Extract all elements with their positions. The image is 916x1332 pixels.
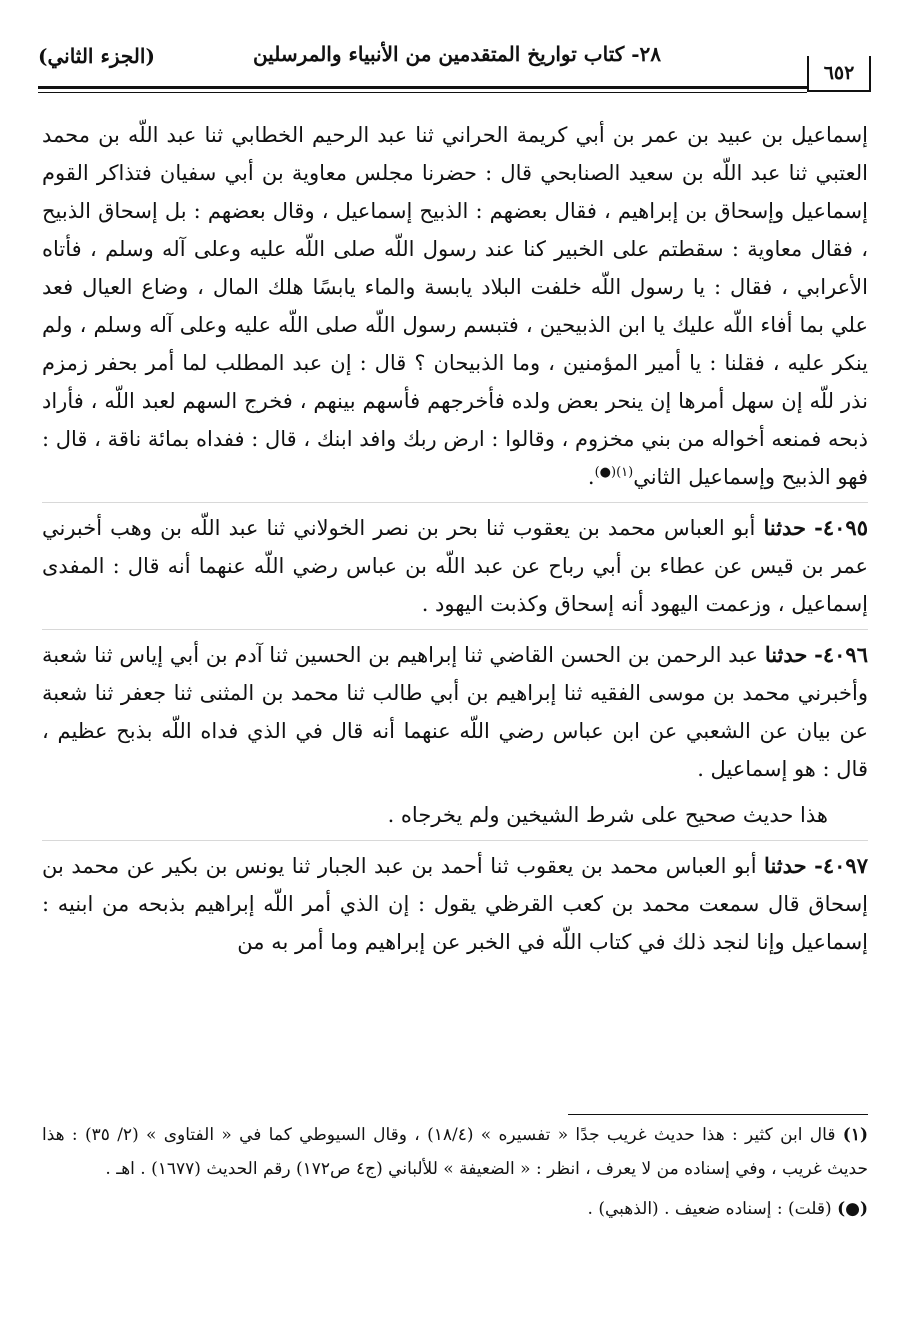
footnote-text: قال ابن كثير : هذا حديث غريب جدًا « تفسيره » (١٨/٤) ، وقال السيوطي كما في « الفتاوى » (٢/ ٣٥) : هذا حديث غريب ، وفي إسناده من لا يعرف ، انظر : « الضعيفة » للألباني (ج٤ ص١٧٢) رقم الحديث (١٦٧٧) . اهـ . <box>42 1125 868 1179</box>
hadith-text: عبد الرحمن بن الحسن القاضي ثنا إبراهيم بن الحسين ثنا آدم بن أبي إياس ثنا شعبة وأخبرني محمد بن موسى الفقيه ثنا إبراهيم بن أبي طالب ثنا محمد بن المثنى ثنا جعفر ثنا شعبة عن بيان عن الشعبي عن ابن عباس رضي اللّه عنهما أنه قال في الذي فداه اللّه بذبح عظيم ، قال : هو إسماعيل . <box>42 643 868 781</box>
footnote-reference: (١)(●) <box>594 465 634 480</box>
page-header <box>38 38 871 98</box>
section-divider <box>42 502 868 503</box>
footnote-rule <box>568 1114 868 1115</box>
footnote-marker: (١) <box>842 1125 869 1145</box>
volume-label: (الجزء الثاني) <box>38 44 155 68</box>
section-divider <box>42 629 868 630</box>
hadith-text: أبو العباس محمد بن يعقوب ثنا أحمد بن عبد الجبار ثنا يونس بن بكير عن محمد بن إسحاق قال سمعت محمد بن كعب القرظي يقول : إن الذي أمر اللّه إبراهيم بذبحه من ابنيه : إسماعيل وإنا لنجد ذلك في كتاب اللّه في الخبر عن إبراهيم وما أمر به من <box>42 854 868 954</box>
section-divider <box>42 840 868 841</box>
footnote-2 <box>42 1192 868 1226</box>
paragraph-continued: إسماعيل بن عبيد بن عمر بن أبي كريمة الحراني ثنا عبد الرحيم الخطابي ثنا عبد اللّه بن محمد العتبي ثنا عبد اللّه بن سعيد الصنابحي قال : حضرنا مجلس معاوية بن أبي سفيان فتذاكر القوم إسماعيل وإسحاق بن إبراهيم ، فقال بعضهم : الذبيح إسماعيل ، وقال بعضهم : بل إسحاق الذبيح ، فقال معاوية : سقطتم على الخبير كنا عند رسول اللّه صلى اللّه عليه وعلى آله وسلم ، فأتاه الأعرابي ، فقال : يا رسول اللّه خلفت البلاد يابسة والماء يابسًا هلك المال ، وضاع العيال فعد علي بما أفاء اللّه عليك يا ابن الذبيحين ، فتبسم رسول اللّه صلى اللّه عليه وعلى آله وسلم ، ولم ينكر عليه ، فقلنا : يا أمير المؤمنين ، وما الذبيحان ؟ قال : إن عبد المطلب لما أمر بحفر زمزم نذر للّه إن سهل أمرها إن ينحر بعض ولده فأخرجهم فأسهم بينهم ، فخرج السهم لعبد اللّه ، فأراد ذبحه فمنعه أخواله من بني مخزوم ، وقالوا : ارض ربك وافد ابنك ، قال : ففداه بمائة ناقة ، قال : فهو الذبيح وإسماعيل الثاني$^{(١)(●)}$. <box>42 123 868 489</box>
footnote-1 <box>42 1118 868 1186</box>
footnotes <box>42 1118 868 1226</box>
hadith-4096 <box>42 636 868 788</box>
paragraph-text: إسماعيل بن عبيد بن عمر بن أبي كريمة الحراني ثنا عبد الرحيم الخطابي ثنا عبد اللّه بن محمد العتبي ثنا عبد اللّه بن سعيد الصنابحي قال : حضرنا مجلس معاوية بن أبي سفيان فتذاكر القوم إسماعيل وإسحاق بن إبراهيم ، فقال بعضهم : الذبيح إسماعيل ، وقال بعضهم : بل إسحاق الذبيح ، فقال معاوية : سقطتم على الخبير كنا عند رسول اللّه صلى اللّه عليه وعلى آله وسلم ، فأتاه الأعرابي ، فقال : يا رسول اللّه خلفت البلاد يابسة والماء يابسًا هلك المال ، وضاع العيال فعد علي بما أفاء اللّه عليك يا ابن الذبيحين ، فتبسم رسول اللّه صلى اللّه عليه وعلى آله وسلم ، ولم ينكر عليه ، فقلنا : يا أمير المؤمنين ، وما الذبيحان ؟ قال : إن عبد المطلب لما أمر بحفر زمزم نذر للّه إن سهل أمرها إن ينحر بعض ولده فأخرجهم فأسهم بينهم ، فخرج السهم لعبد اللّه ، فأراد ذبحه فمنعه أخواله من بني مخزوم ، وقالوا : ارض ربك وافد ابنك ، قال : ففداه بمائة ناقة ، قال : فهو الذبيح وإسماعيل الثاني <box>42 123 868 489</box>
main-text <box>42 116 868 961</box>
page-number: ٦٥٢ <box>807 56 871 92</box>
hadith-opening: حدثنا <box>764 853 807 878</box>
hadith-4095 <box>42 509 868 623</box>
hadith-4097 <box>42 847 868 961</box>
hadith-text: أبو العباس محمد بن يعقوب ثنا بحر بن نصر الخولاني ثنا عبد اللّه بن وهب أخبرني عمر بن قيس عن عطاء بن أبي رباح عن عبد اللّه بن عباس رضي اللّه عنهما أنه قال : المفدى إسماعيل ، وزعمت اليهود أنه إسحاق وكذبت اليهود . <box>42 516 868 616</box>
hadith-opening: حدثنا <box>764 642 808 667</box>
hadith-opening: حدثنا <box>763 515 807 540</box>
authentication-note: هذا حديث صحيح على شرط الشيخين ولم يخرجاه . <box>387 803 828 827</box>
footnote-text: (قلت) : إسناده ضعيف . (الذهبي) . <box>587 1199 832 1219</box>
hadith-number: ٤٠٩٧- <box>814 853 868 878</box>
header-rule-thin <box>38 92 807 93</box>
hadith-number: ٤٠٩٦- <box>814 642 868 667</box>
hadith-number: ٤٠٩٥- <box>814 515 868 540</box>
header-rule <box>38 86 807 89</box>
running-title: ٢٨- كتاب تواريخ المتقدمين من الأنبياء والمرسلين <box>252 42 661 66</box>
footnote-marker: (●) <box>837 1199 868 1219</box>
